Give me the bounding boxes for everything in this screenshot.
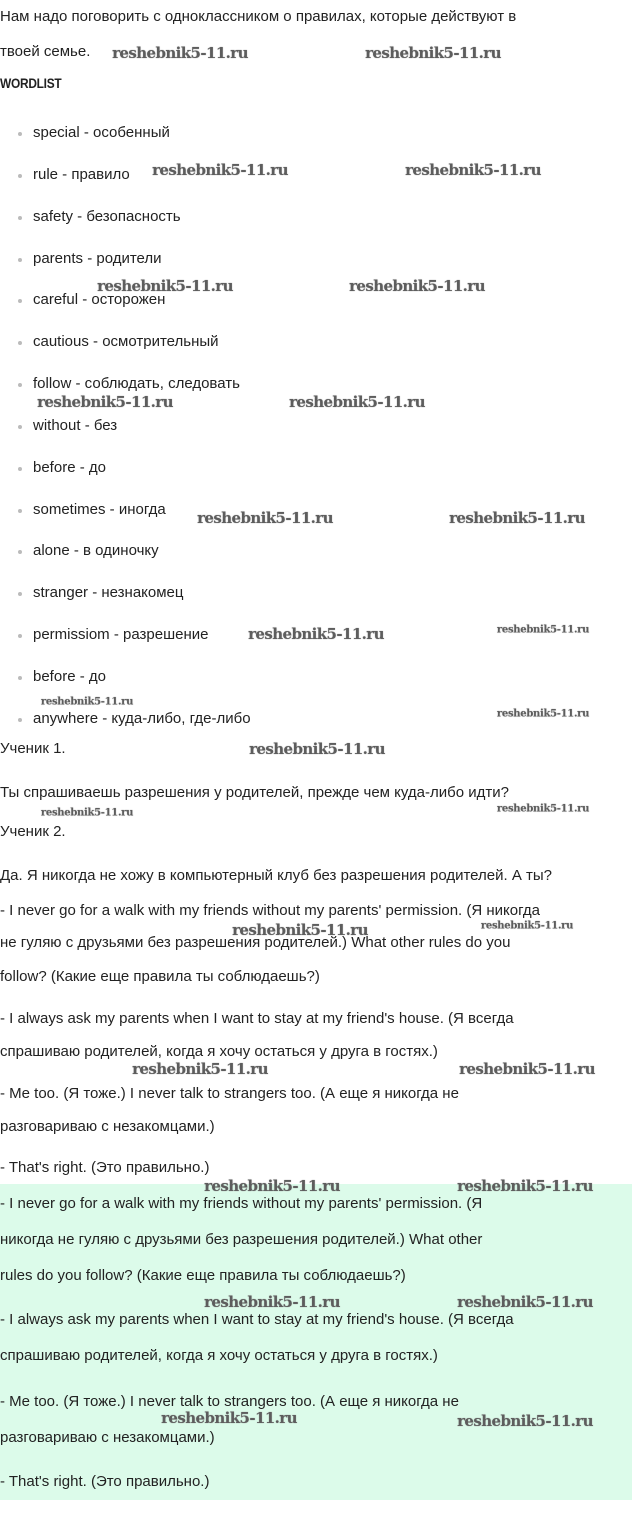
- highlighted-line: - I always ask my parents when I want to stay at my friend's house. (Я всегда: [0, 1311, 514, 1328]
- highlighted-line: - I never go for a walk with my friends without my parents' permission. (Я: [0, 1195, 483, 1212]
- bullet-icon: [18, 341, 22, 345]
- bullet-icon: [18, 634, 22, 638]
- bullet-icon: [18, 258, 22, 262]
- watermark: reshebnik5-11.ru: [496, 624, 590, 636]
- question: Ты спрашиваешь разрешения у родителей, прежде чем куда-либо идти?: [0, 784, 509, 801]
- highlighted-line: - Me too. (Я тоже.) I never talk to strangers too. (А еще я никогда не: [0, 1393, 459, 1410]
- bullet-icon: [18, 425, 22, 429]
- watermark: reshebnik5-11.ru: [459, 1060, 595, 1078]
- wordlist-item: cautious - осмотрительный: [33, 333, 219, 350]
- wordlist-item: without - без: [33, 417, 118, 434]
- intro-line: твоей семье.: [0, 43, 91, 60]
- watermark: reshebnik5-11.ru: [289, 393, 425, 411]
- wordlist-item: careful - осторожен: [33, 291, 166, 308]
- wordlist-title: WORDLIST: [0, 75, 62, 91]
- dialogue-line: follow? (Какие еще правила ты соблюдаешь?): [0, 968, 320, 985]
- wordlist-item: rule - правило: [33, 166, 130, 183]
- watermark: reshebnik5-11.ru: [197, 509, 333, 527]
- watermark: reshebnik5-11.ru: [37, 393, 173, 411]
- watermark: reshebnik5-11.ru: [40, 807, 134, 819]
- watermark: reshebnik5-11.ru: [161, 1409, 297, 1427]
- bullet-icon: [18, 509, 22, 513]
- watermark: reshebnik5-11.ru: [496, 803, 590, 815]
- watermark: reshebnik5-11.ru: [457, 1293, 593, 1311]
- wordlist-item: stranger - незнакомец: [33, 584, 184, 601]
- watermark: reshebnik5-11.ru: [248, 625, 384, 643]
- watermark: reshebnik5-11.ru: [349, 277, 485, 295]
- answer: Да. Я никогда не хожу в компьютерный клуб без разрешения родителей. А ты?: [0, 867, 552, 884]
- watermark: reshebnik5-11.ru: [496, 708, 590, 720]
- wordlist-item: before - до: [33, 668, 106, 685]
- dialogue-line: - I always ask my parents when I want to stay at my friend's house. (Я всегда: [0, 1010, 514, 1027]
- intro-line: Нам надо поговорить с одноклассником о правилах, которые действуют в: [0, 8, 517, 25]
- dialogue-line: разговариваю с незакомцами.): [0, 1118, 215, 1135]
- highlighted-line: - That's right. (Это правильно.): [0, 1473, 210, 1490]
- watermark: reshebnik5-11.ru: [40, 696, 134, 708]
- bullet-icon: [18, 299, 22, 303]
- dialogue-line: спрашиваю родителей, когда я хочу остаться у друга в гостях.): [0, 1043, 438, 1060]
- wordlist-item: sometimes - иногда: [33, 501, 166, 518]
- watermark: reshebnik5-11.ru: [97, 277, 233, 295]
- dialogue-line: не гуляю с друзьями без разрешения родителей.) What other rules do you: [0, 934, 511, 951]
- bullet-icon: [18, 467, 22, 471]
- watermark: reshebnik5-11.ru: [152, 161, 288, 179]
- watermark: reshebnik5-11.ru: [449, 509, 585, 527]
- watermark: reshebnik5-11.ru: [249, 740, 385, 758]
- highlighted-line: никогда не гуляю с друзьями без разрешения родителей.) What other: [0, 1231, 483, 1248]
- watermark: reshebnik5-11.ru: [204, 1293, 340, 1311]
- highlighted-line: rules do you follow? (Какие еще правила ты соблюдаешь?): [0, 1267, 406, 1284]
- bullet-icon: [18, 676, 22, 680]
- bullet-icon: [18, 132, 22, 136]
- highlighted-line: спрашиваю родителей, когда я хочу остаться у друга в гостях.): [0, 1347, 438, 1364]
- bullet-icon: [18, 718, 22, 722]
- dialogue-line: - That's right. (Это правильно.): [0, 1159, 210, 1176]
- bullet-icon: [18, 174, 22, 178]
- wordlist-item: before - до: [33, 459, 106, 476]
- watermark: reshebnik5-11.ru: [204, 1177, 340, 1195]
- bullet-icon: [18, 550, 22, 554]
- watermark: reshebnik5-11.ru: [365, 44, 501, 62]
- wordlist-item: parents - родители: [33, 250, 162, 267]
- wordlist-item: anywhere - куда-либо, где-либо: [33, 710, 251, 727]
- dialogue-line: - Me too. (Я тоже.) I never talk to strangers too. (А еще я никогда не: [0, 1085, 459, 1102]
- watermark: reshebnik5-11.ru: [457, 1412, 593, 1430]
- highlighted-line: разговариваю с незакомцами.): [0, 1429, 215, 1446]
- wordlist-item: permissiom - разрешение: [33, 626, 209, 643]
- wordlist-item: follow - соблюдать, следовать: [33, 375, 240, 392]
- watermark: reshebnik5-11.ru: [132, 1060, 268, 1078]
- bullet-icon: [18, 383, 22, 387]
- wordlist-item: special - особенный: [33, 124, 170, 141]
- bullet-icon: [18, 592, 22, 596]
- wordlist-item: safety - безопасность: [33, 208, 181, 225]
- watermark: reshebnik5-11.ru: [457, 1177, 593, 1195]
- bullet-icon: [18, 216, 22, 220]
- wordlist-item: alone - в одиночку: [33, 542, 159, 559]
- dialogue-line: - I never go for a walk with my friends without my parents' permission. (Я никогда: [0, 902, 540, 919]
- watermark: reshebnik5-11.ru: [112, 44, 248, 62]
- student-2-label: Ученик 2.: [0, 823, 66, 840]
- watermark: reshebnik5-11.ru: [405, 161, 541, 179]
- student-1-label: Ученик 1.: [0, 740, 66, 757]
- watermark: reshebnik5-11.ru: [480, 920, 574, 932]
- watermark: reshebnik5-11.ru: [232, 921, 368, 939]
